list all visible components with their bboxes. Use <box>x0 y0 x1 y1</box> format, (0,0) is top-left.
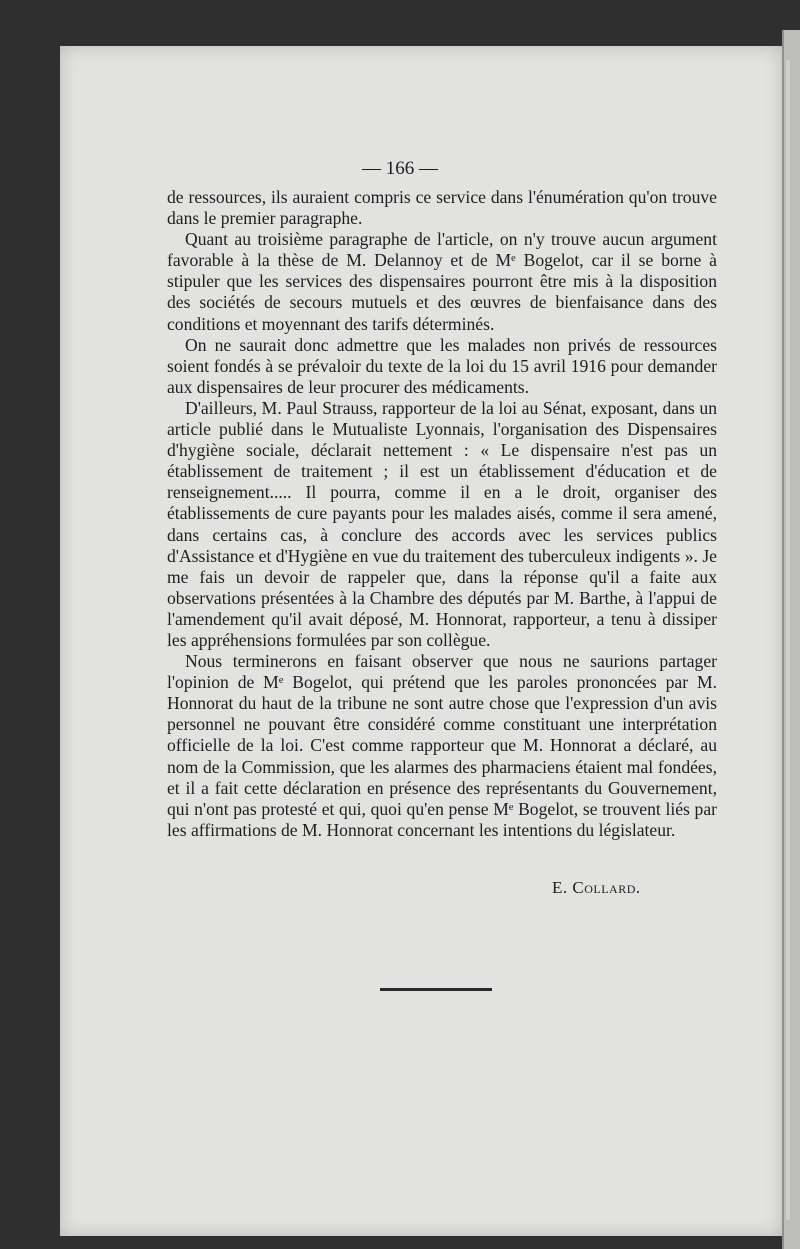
signature <box>552 878 641 898</box>
paragraph-2: Quant au troisième paragraphe de l'article, on n'y trouve aucun argument favorable à la thèse de M. Delannoy et de Mᵉ Bogelot, car il se borne à stipuler que les services des dispensaires pourront être mis à la disposition des sociétés de secours mutuels et des œuvres de bienfaisance dans des conditions et moyennant des tarifs déterminés. <box>167 229 717 334</box>
paragraph-4: D'ailleurs, M. Paul Strauss, rapporteur de la loi au Sénat, exposant, dans un article publié dans le Mutualiste Lyonnais, l'organisation des Dispensaires d'hygiène sociale, déclarait nettement : « Le dispensaire n'est pas un établissement de traitement ; il est un établissement d'éducation et de renseignement..... Il pourra, comme il en a le droit, organiser des établissements de cure payants pour les malades aisés, comme il sera amené, dans certains cas, à conclure des accords avec les services publics d'Assistance et d'Hygiène en vue du traitement des tuberculeux indigents ». Je me fais un devoir de rappeler que, dans la réponse qu'il a faite aux observations présentées à la Chambre des députés par M. Barthe, à l'appui de l'amendement qu'il avait déposé, M. Honnorat, rapporteur, a tenu à dissiper les appréhensions formulées par son collègue. <box>167 397 717 650</box>
closing-rule <box>380 988 492 991</box>
page-number: — 166 — <box>362 158 438 179</box>
book-spine-edge <box>786 60 790 1220</box>
paragraph-3: On ne saurait donc admettre que les malades non privés de ressources soient fondés à se prévaloir du texte de la loi du 15 avril 1916 pour demander aux dispensaires de leur procurer des médicaments. <box>167 334 717 397</box>
paragraph-1: de ressources, ils auraient compris ce service dans l'énumération qu'on trouve dans le premier paragraphe. <box>167 187 717 229</box>
body-text <box>167 187 717 841</box>
book-spine <box>782 30 800 1249</box>
paragraph-5: Nous terminerons en faisant observer que nous ne saurions partager l'opinion de Mᵉ Bogelot, qui prétend que les paroles prononcées par M. Honnorat du haut de la tribune ne sont autre chose que l'expression d'un avis personnel ne pouvant être considéré comme constituant une interprétation officielle de la loi. C'est comme rapporteur que M. Honnorat a déclaré, au nom de la Commission, que les alarmes des pharmaciens étaient mal fondées, et il a fait cette déclaration en présence des représentants du Gouvernement, qui n'ont pas protesté et qui, quoi qu'en pense Mᵉ Bogelot, se trouvent liés par les affirmations de M. Honnorat concernant les intentions du législateur. <box>167 651 717 840</box>
signature-text: E. Collard. <box>552 878 641 897</box>
